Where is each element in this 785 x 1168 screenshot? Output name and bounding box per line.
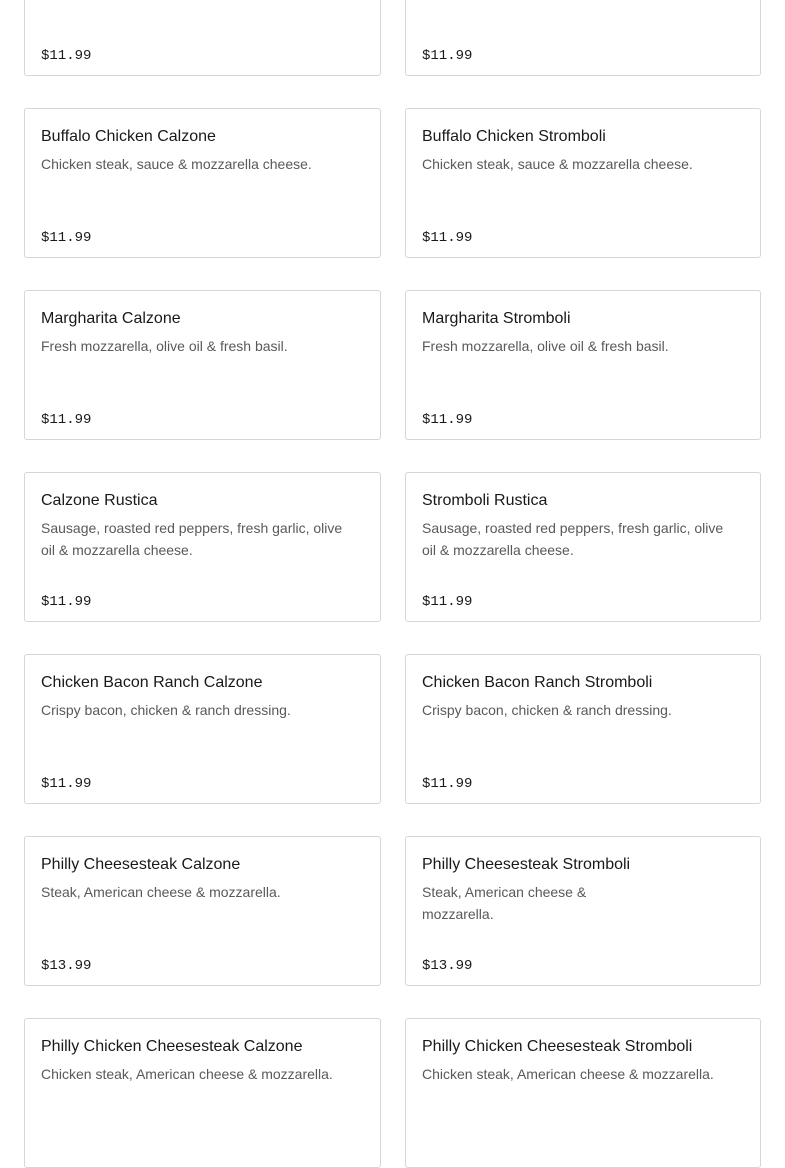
menu-item-name: Philly Chicken Cheesesteak Stromboli xyxy=(422,1038,693,1055)
menu-item-price: $11.99 xyxy=(41,48,92,64)
menu-item-price: $11.99 xyxy=(41,594,92,610)
menu-item-name: Chicken Bacon Ranch Stromboli xyxy=(422,674,653,691)
menu-item-description: Chicken steak, sauce & mozzarella cheese. xyxy=(422,156,693,172)
menu-item-description: Fresh mozzarella, olive oil & fresh basil. xyxy=(41,338,288,354)
menu-item-name: Calzone Rustica xyxy=(41,492,158,509)
menu-item-card[interactable] xyxy=(24,472,381,622)
menu-item-card[interactable] xyxy=(24,108,381,258)
menu-item-price: $13.99 xyxy=(422,958,473,974)
menu-item-name: Buffalo Chicken Calzone xyxy=(41,128,216,145)
menu-item-card[interactable] xyxy=(405,290,761,440)
menu-item-card[interactable] xyxy=(24,290,381,440)
menu-item-price: $13.99 xyxy=(41,958,92,974)
menu-item-card[interactable] xyxy=(24,836,381,986)
menu-item-price: $11.99 xyxy=(41,776,92,792)
menu-item-price: $11.99 xyxy=(422,776,473,792)
menu-item-price: $11.99 xyxy=(422,594,473,610)
menu-item-name: Buffalo Chicken Stromboli xyxy=(422,128,606,145)
menu-item-description: Chicken steak, American cheese & mozzarella. xyxy=(41,1066,333,1082)
menu-item-card[interactable] xyxy=(405,836,761,986)
menu-item-price: $11.99 xyxy=(41,230,92,246)
menu-item-name: Margharita Calzone xyxy=(41,310,181,327)
menu-item-name: Margharita Stromboli xyxy=(422,310,571,327)
menu-item-card[interactable] xyxy=(24,1018,381,1168)
menu-item-description: Sausage, roasted red peppers, fresh garlic, olive oil & mozzarella cheese. xyxy=(422,520,724,558)
menu-item-description: Chicken steak, sauce & mozzarella cheese. xyxy=(41,156,312,172)
menu-item-card[interactable] xyxy=(24,0,381,76)
menu-item-card[interactable] xyxy=(405,654,761,804)
menu-item-name: Chicken Bacon Ranch Calzone xyxy=(41,674,263,691)
menu-item-price: $11.99 xyxy=(422,412,473,428)
menu-item-description: Chicken steak, American cheese & mozzarella. xyxy=(422,1066,714,1082)
menu-item-name: Philly Cheesesteak Calzone xyxy=(41,856,241,873)
menu-item-card[interactable] xyxy=(24,654,381,804)
menu-item-name: Stromboli Rustica xyxy=(422,492,548,509)
menu-item-price: $11.99 xyxy=(41,412,92,428)
menu-item-description: Fresh mozzarella, olive oil & fresh basil. xyxy=(422,338,669,354)
menu-item-price: $11.99 xyxy=(422,48,473,64)
menu-item-description: Steak, American cheese & mozzarella. xyxy=(41,884,281,900)
menu-item-card[interactable] xyxy=(405,0,761,76)
menu-item-description: Sausage, roasted red peppers, fresh garlic, olive oil & mozzarella cheese. xyxy=(41,520,343,558)
menu-item-description: Crispy bacon, chicken & ranch dressing. xyxy=(422,702,672,718)
menu-item-price: $11.99 xyxy=(422,230,473,246)
menu-item-card[interactable] xyxy=(405,108,761,258)
menu-item-card[interactable] xyxy=(405,1018,761,1168)
menu-item-description: Steak, American cheese & mozzarella. xyxy=(422,884,587,922)
menu-item-card[interactable] xyxy=(405,472,761,622)
menu-item-name: Philly Cheesesteak Stromboli xyxy=(422,856,631,873)
menu-item-description: Crispy bacon, chicken & ranch dressing. xyxy=(41,702,291,718)
menu-items-grid xyxy=(24,0,761,1168)
menu-item-name: Philly Chicken Cheesesteak Calzone xyxy=(41,1038,303,1055)
